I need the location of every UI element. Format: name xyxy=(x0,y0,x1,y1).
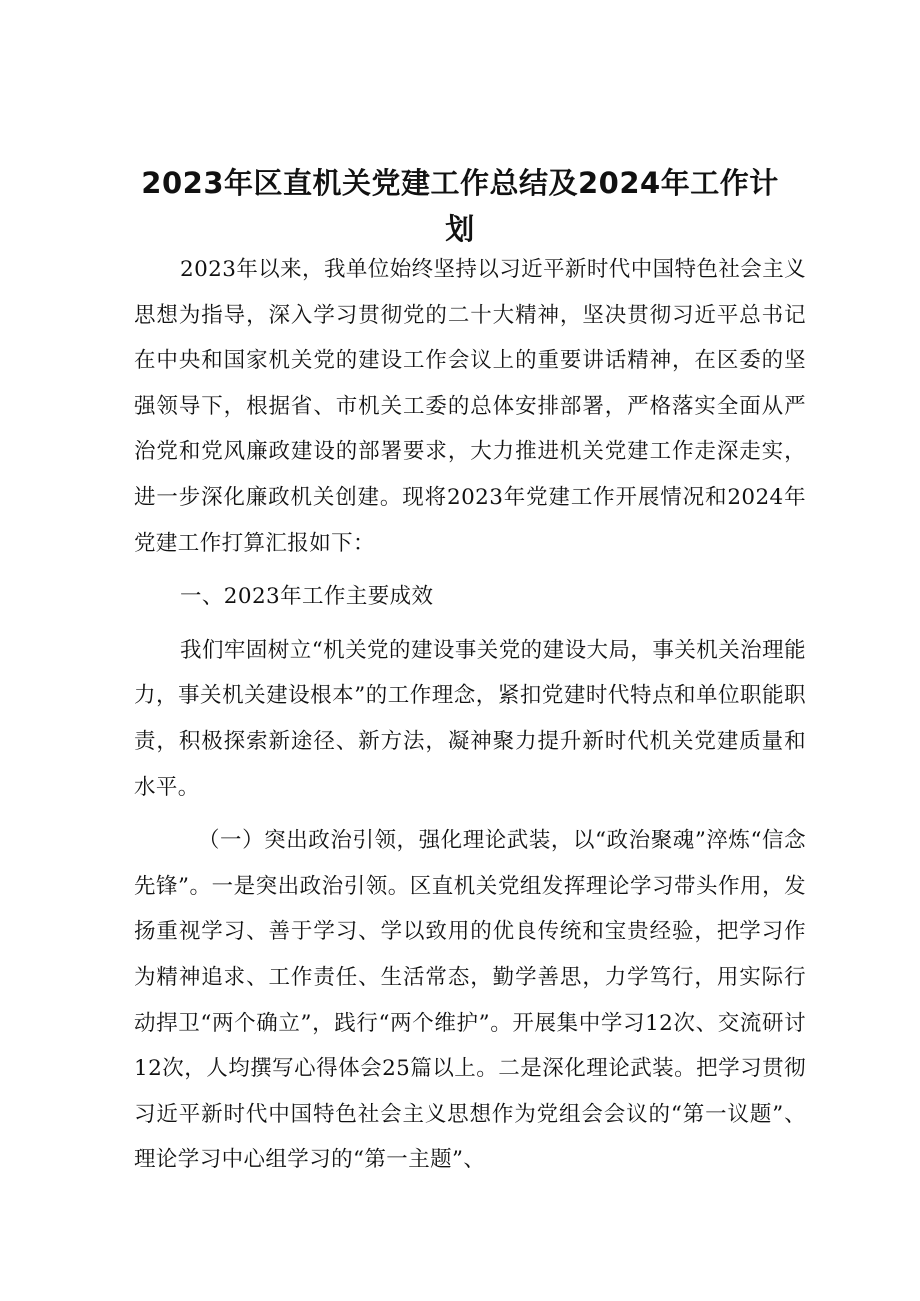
section-intro-paragraph: 我们牢固树立“机关党的建设事关党的建设大局，事关机关治理能力，事关机关建设根本”的工作理念，紧扣党建时代特点和单位职能职责，积极探索新途径、新方法，凝神聚力提升新时代机关党建质量和水平。 xyxy=(134,637,806,800)
section-heading-achievements: 一、2023年工作主要成效 xyxy=(180,584,434,610)
intro-paragraph: 2023年以来，我单位始终坚持以习近平新时代中国特色社会主义思想为指导，深入学习贯彻党的二十大精神，坚决贯彻习近平总书记在中央和国家机关党的建设工作会议上的重要讲话精神，在区委的坚强领导下，根据省、市机关工委的总体安排部署，严格落实全面从严治党和党风廉政建设的部署要求，大力推进机关党建工作走深走实，进一步深化廉政机关创建。现将2023年党建工作开展情况和2024年党建工作打算汇报如下： xyxy=(134,257,806,556)
document-title xyxy=(120,160,800,252)
document-title-line-2: 划 xyxy=(445,212,475,246)
document-title-line-1: 2023年区直机关党建工作总结及2024年工作计 xyxy=(141,166,779,200)
subsection-political-guidance-paragraph: （一）突出政治引领，强化理论武装，以“政治聚魂”淬炼“信念先锋”。一是突出政治引领。区直机关党组发挥理论学习带头作用，发扬重视学习、善于学习、学以致用的优良传统和宝贵经验，把学习作为精神追求、工作责任、生活常态，勤学善思，力学笃行，用实际行动捍卫“两个确立”，践行“两个维护”。开展集中学习12次、交流研讨12次，人均撰写心得体会25篇以上。二是深化理论武装。把学习贯彻习近平新时代中国特色社会主义思想作为党组会会议的“第一议题”、理论学习中心组学习的“第一主题”、 xyxy=(134,828,806,1173)
document-body xyxy=(134,247,806,1183)
